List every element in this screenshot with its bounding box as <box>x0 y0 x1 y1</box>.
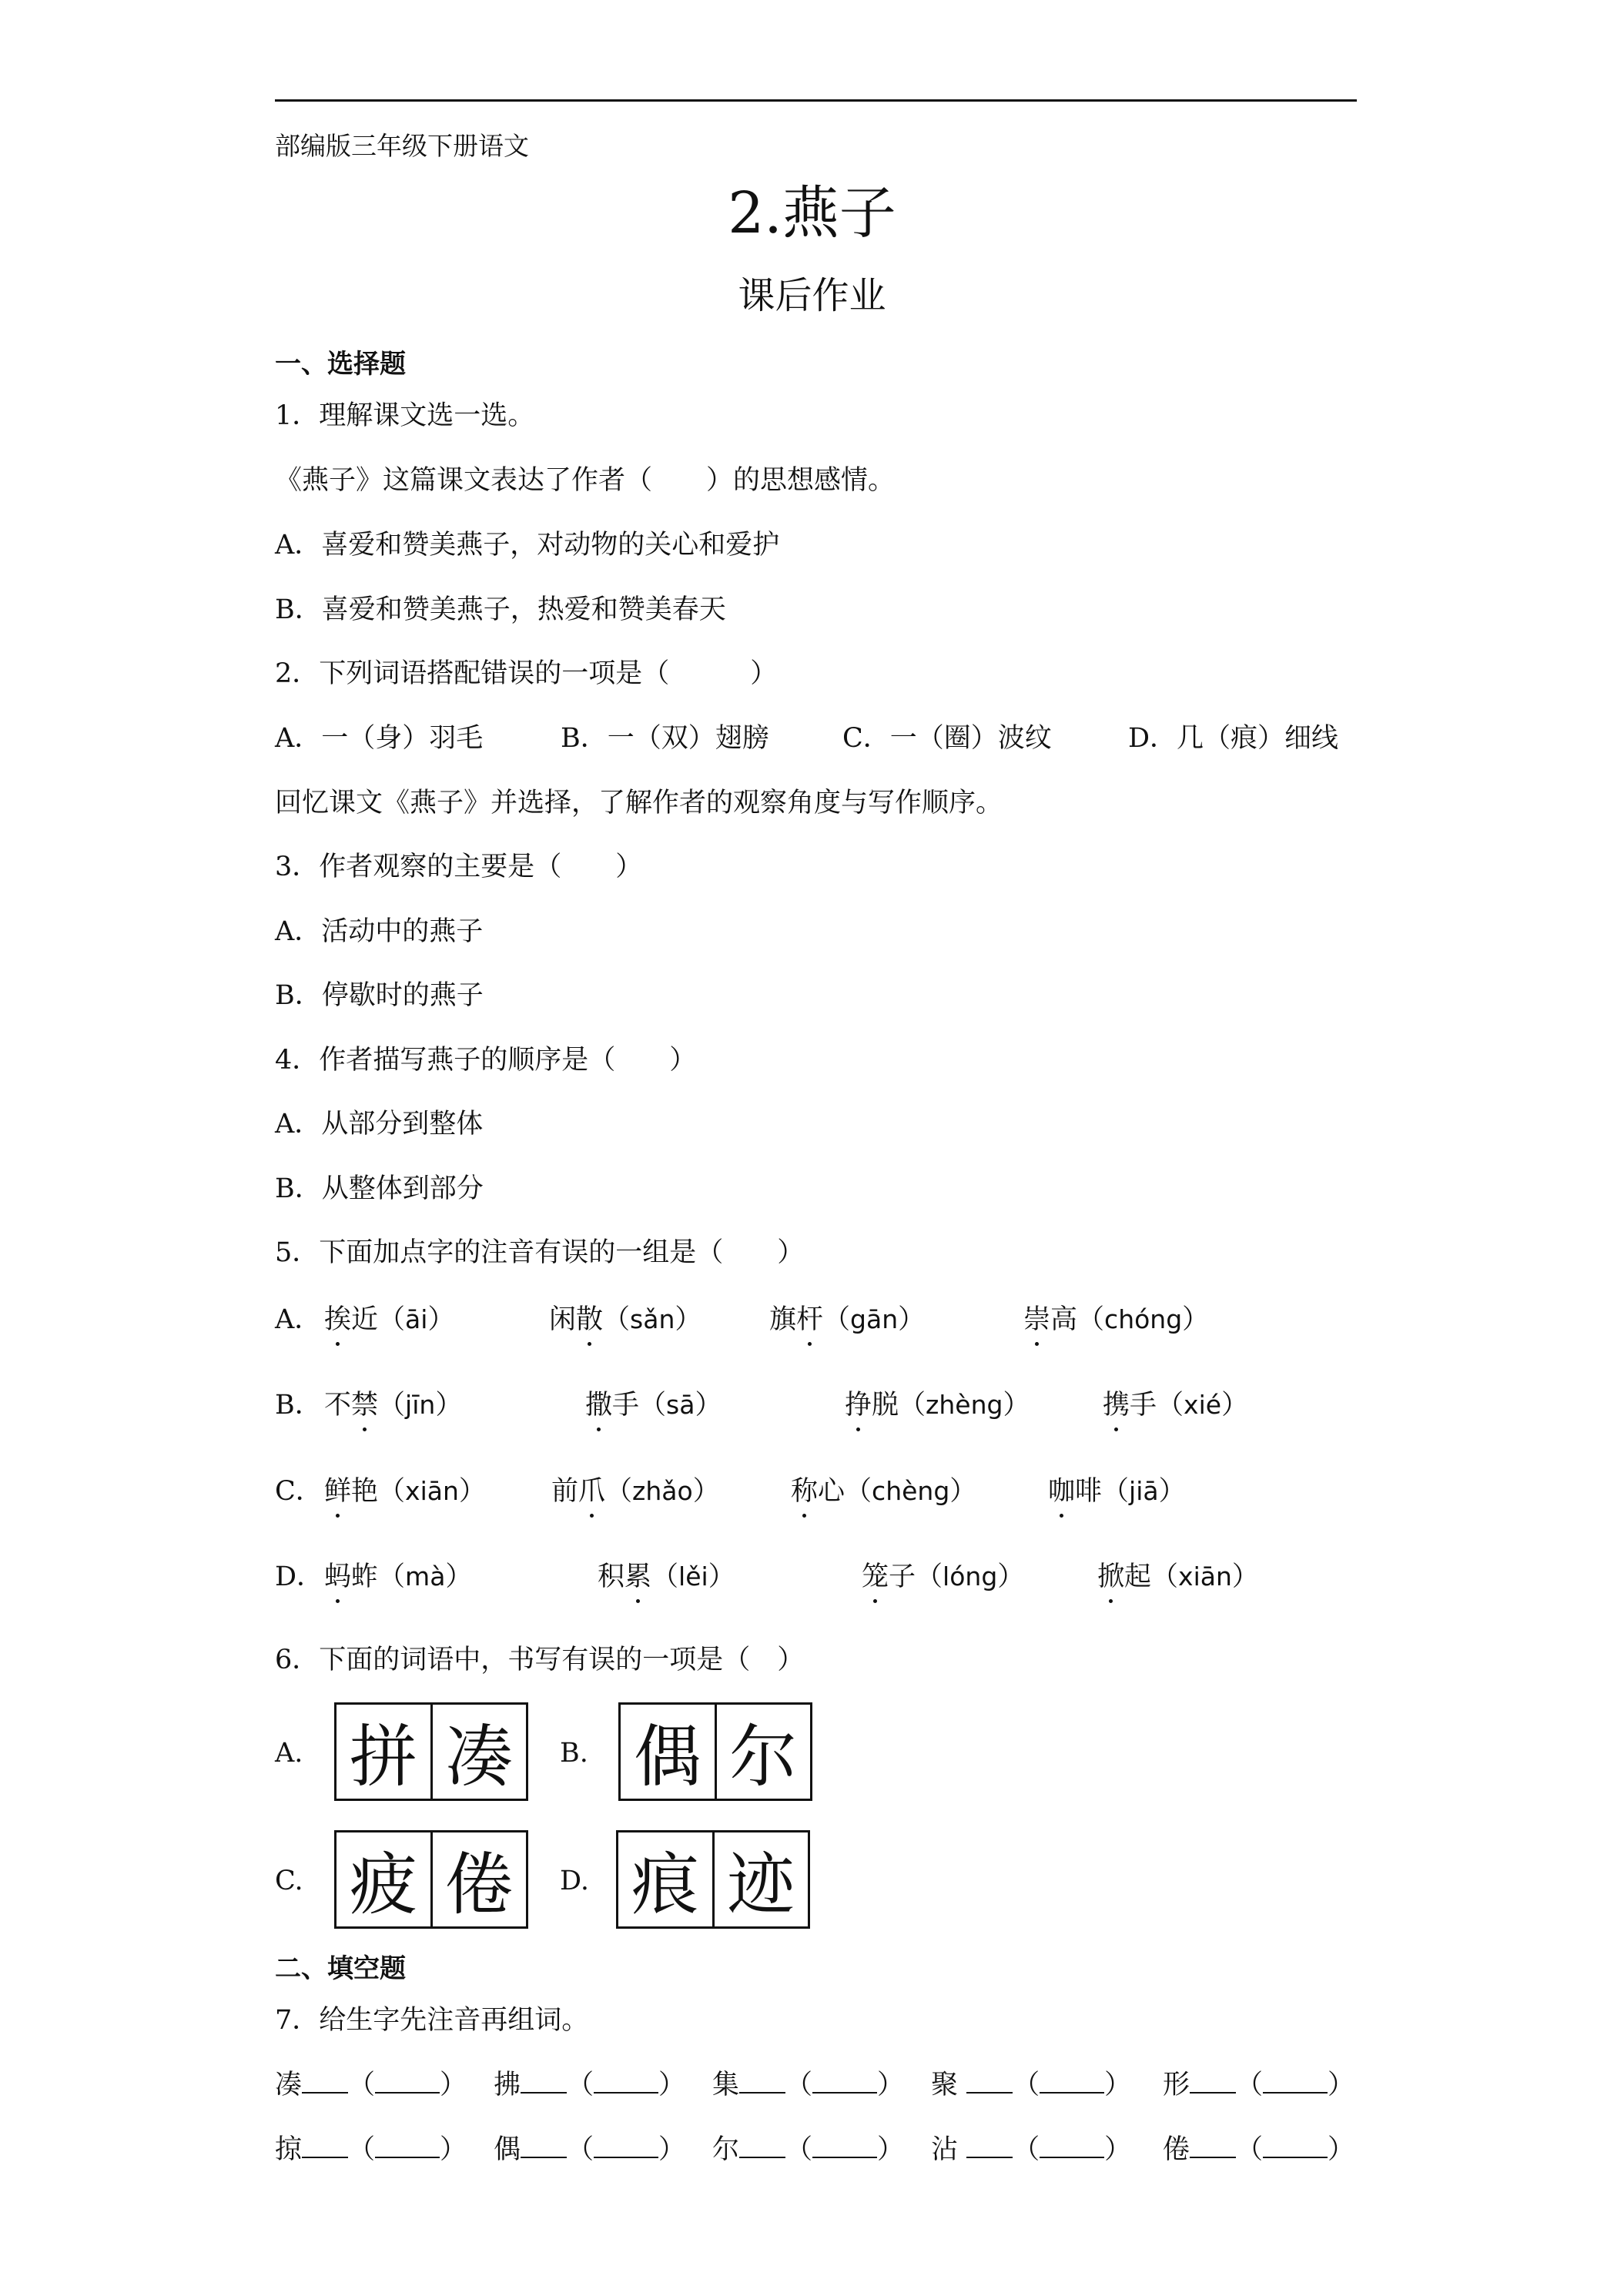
dotted-char: 散 <box>576 1298 603 1337</box>
pinyin-blank[interactable] <box>739 2134 785 2158</box>
pinyin: sǎn <box>630 1304 675 1334</box>
dotted-char: 杆 <box>796 1298 823 1337</box>
q6-option-c-label: C. <box>275 1866 303 1896</box>
q5-item: 鲜艳（xiān） <box>324 1470 486 1508</box>
word-blank[interactable] <box>375 2134 440 2158</box>
word-blank[interactable] <box>812 2134 877 2158</box>
q6-option-d-box <box>616 1830 810 1929</box>
q6-option-b-label: B. <box>560 1738 588 1769</box>
dotted-char: 崇 <box>1023 1298 1050 1337</box>
q5-row-label: A． <box>275 1304 322 1335</box>
q6-option-b-box <box>618 1702 812 1801</box>
char-cell: 痕 <box>631 1845 699 1924</box>
word-blank[interactable] <box>1040 2069 1104 2094</box>
dotted-char: 掀 <box>1097 1555 1124 1594</box>
q5-item: 崇高（chóng） <box>1023 1298 1209 1337</box>
pinyin: xié <box>1184 1390 1222 1420</box>
header-rule <box>275 99 1357 102</box>
pinyin: āi <box>405 1304 428 1334</box>
pinyin: zhǎo <box>632 1476 693 1506</box>
q3-option-a: A．活动中的燕子 <box>275 916 484 947</box>
dotted-char: 爪 <box>578 1470 605 1508</box>
section-heading-choice: 一、选择题 <box>275 349 406 380</box>
dotted-char: 禁 <box>351 1384 378 1422</box>
pinyin-blank[interactable] <box>302 2134 348 2158</box>
char-cell: 偶 <box>633 1717 702 1796</box>
word-blank[interactable] <box>1263 2134 1328 2158</box>
q7-entry: 掠 （ ） <box>275 2134 467 2165</box>
pinyin-blank[interactable] <box>521 2069 567 2094</box>
pinyin: chóng <box>1104 1304 1183 1334</box>
q4-option-a: A．从部分到整体 <box>275 1109 484 1140</box>
q5-item: 旗杆（gān） <box>769 1298 925 1337</box>
q6-option-a-box <box>334 1702 528 1801</box>
q5-row-label: D． <box>275 1561 324 1592</box>
char-cell: 尔 <box>715 1705 811 1799</box>
q5-item: 挨近（āi） <box>324 1298 454 1337</box>
q7-stem: 7．给生字先注音再组词。 <box>275 2005 589 2036</box>
q5-item: 不禁（jīn） <box>324 1384 462 1422</box>
q5-item: 称心（chèng） <box>791 1470 976 1508</box>
q2-option-b: B．一（双）翅膀 <box>561 723 769 754</box>
q5-item: 蚂蚱（mà） <box>324 1555 472 1594</box>
q5-stem: 5．下面加点字的注音有误的一组是（ ） <box>275 1237 805 1268</box>
pinyin: lóng <box>943 1561 998 1591</box>
q7-entry: 形 （ ） <box>1163 2070 1355 2100</box>
word-blank[interactable] <box>594 2069 658 2094</box>
pinyin-blank[interactable] <box>966 2069 1013 2094</box>
q6-option-c-box <box>334 1830 528 1929</box>
q2-stem: 2．下列词语搭配错误的一项是（ ） <box>275 658 778 689</box>
q5-item: 咖啡（jiā） <box>1048 1470 1186 1508</box>
q5-item: 携手（xié） <box>1103 1384 1248 1422</box>
word-blank[interactable] <box>594 2134 658 2158</box>
pinyin: gān <box>850 1304 899 1334</box>
dotted-char: 撒 <box>585 1384 612 1422</box>
dotted-char: 咖 <box>1048 1470 1075 1508</box>
q5-row-label: C． <box>275 1476 323 1507</box>
page-subtitle: 课后作业 <box>738 274 886 317</box>
q5-item: 挣脱（zhèng） <box>845 1384 1030 1422</box>
dotted-char: 笼 <box>862 1555 889 1594</box>
q7-entry: 沾 （ ） <box>931 2134 1132 2165</box>
q7-entry: 尔 （ ） <box>712 2134 905 2165</box>
dotted-char: 挨 <box>324 1298 351 1337</box>
pinyin: xiān <box>1178 1561 1232 1591</box>
q5-item: 前爪（zhǎo） <box>551 1470 720 1508</box>
pinyin: chèng <box>872 1476 950 1506</box>
dotted-char: 鲜 <box>324 1470 351 1508</box>
pinyin: sā <box>666 1390 695 1420</box>
q1-option-b: B．喜爱和赞美燕子，热爱和赞美春天 <box>275 594 726 625</box>
q6-option-a-label: A. <box>275 1738 303 1769</box>
q5-item: 撒手（sā） <box>585 1384 722 1422</box>
dotted-char: 累 <box>624 1555 651 1594</box>
pinyin: xiān <box>405 1476 459 1506</box>
q2-option-a: A．一（身）羽毛 <box>275 723 484 754</box>
q5-item: 积累（lěi） <box>598 1555 735 1594</box>
q6-stem: 6．下面的词语中，书写有误的一项是（ ） <box>275 1645 805 1675</box>
pinyin: lěi <box>678 1561 708 1591</box>
pinyin: jiā <box>1129 1476 1159 1506</box>
q7-entry: 凑 （ ） <box>275 2070 467 2100</box>
pinyin-blank[interactable] <box>739 2069 785 2094</box>
dotted-char: 挣 <box>845 1384 872 1422</box>
char-cell: 疲 <box>349 1845 417 1924</box>
q1-stem: 1．理解课文选一选。 <box>275 400 535 431</box>
page-title: 2.燕子 <box>728 180 896 246</box>
pinyin-blank[interactable] <box>302 2069 348 2094</box>
char-cell: 拼 <box>349 1717 417 1796</box>
q5-item: 笼子（lóng） <box>862 1555 1024 1594</box>
recall-instruction: 回忆课文《燕子》并选择，了解作者的观察角度与写作顺序。 <box>275 788 1003 818</box>
word-blank[interactable] <box>1263 2069 1328 2094</box>
header-note: 部编版三年级下册语文 <box>275 131 529 161</box>
q3-option-b: B．停歇时的燕子 <box>275 980 484 1011</box>
q7-entry: 聚 （ ） <box>931 2070 1132 2100</box>
q5-item: 掀起（xiān） <box>1097 1555 1259 1594</box>
word-blank[interactable] <box>375 2069 440 2094</box>
pinyin-blank[interactable] <box>966 2134 1013 2158</box>
pinyin-blank[interactable] <box>1190 2134 1236 2158</box>
q7-entry: 倦 （ ） <box>1163 2134 1355 2165</box>
dotted-char: 称 <box>791 1470 818 1508</box>
pinyin-blank[interactable] <box>521 2134 567 2158</box>
word-blank[interactable] <box>812 2069 877 2094</box>
char-cell: 倦 <box>430 1832 527 1926</box>
q4-stem: 4．作者描写燕子的顺序是（ ） <box>275 1045 697 1076</box>
q6-option-d-label: D. <box>560 1866 589 1896</box>
pinyin: mà <box>405 1561 446 1591</box>
q3-stem: 3．作者观察的主要是（ ） <box>275 852 643 882</box>
pinyin: zhèng <box>926 1390 1003 1420</box>
q2-option-d: D．几（痕）细线 <box>1128 723 1339 754</box>
pinyin-blank[interactable] <box>1190 2069 1236 2094</box>
q1-option-a: A．喜爱和赞美燕子，对动物的关心和爱护 <box>275 530 780 561</box>
char-cell: 迹 <box>712 1832 809 1926</box>
q4-option-b: B．从整体到部分 <box>275 1173 484 1204</box>
q2-option-c: C．一（圈）波纹 <box>842 723 1052 754</box>
q7-entry: 偶 （ ） <box>494 2134 686 2165</box>
dotted-char: 携 <box>1103 1384 1130 1422</box>
q7-entry: 集 （ ） <box>712 2070 905 2100</box>
section-heading-fill: 二、填空题 <box>275 1953 406 1984</box>
q7-entry: 拂 （ ） <box>494 2070 686 2100</box>
q5-item: 闲散（sǎn） <box>549 1298 702 1337</box>
dotted-char: 蚂 <box>324 1555 351 1594</box>
q5-row-label: B． <box>275 1390 322 1421</box>
word-blank[interactable] <box>1040 2134 1104 2158</box>
q1-text: 《燕子》这篇课文表达了作者（ ）的思想感情。 <box>275 465 896 496</box>
pinyin: jīn <box>405 1390 436 1420</box>
char-cell: 凑 <box>430 1705 527 1799</box>
